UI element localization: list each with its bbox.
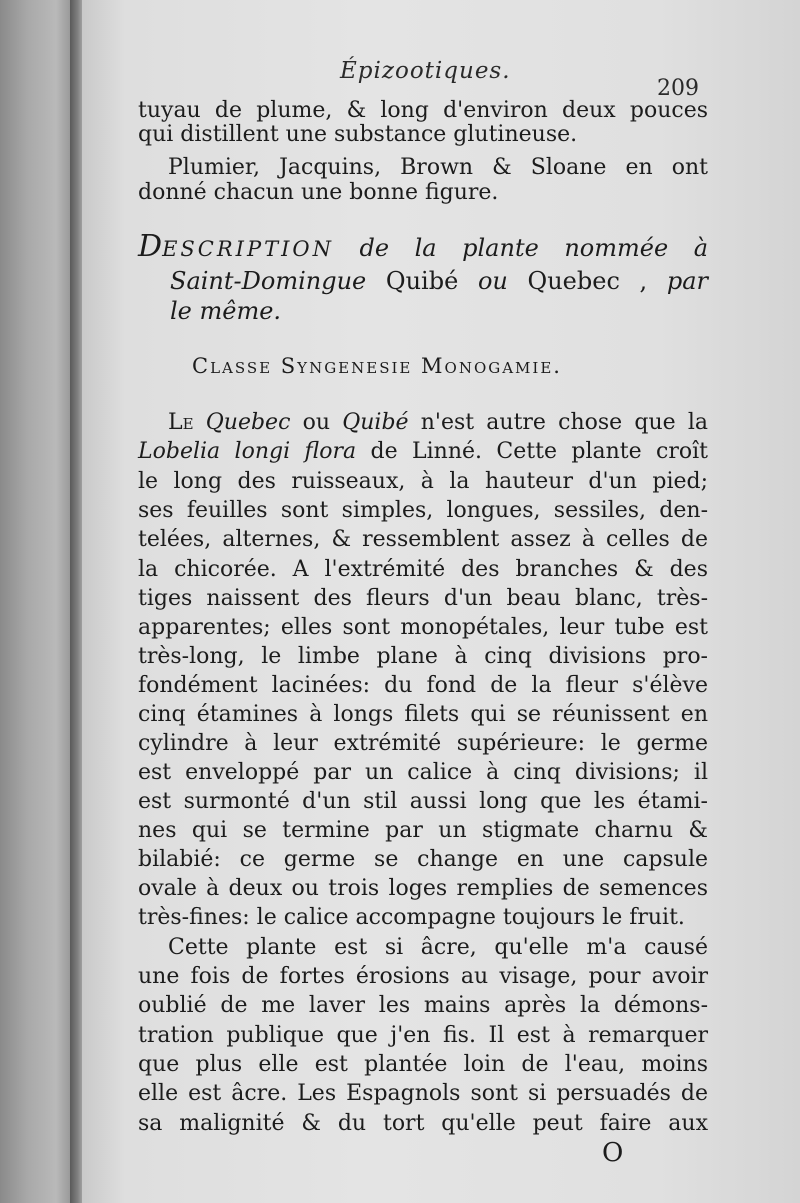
plant-name: Quibé [366,267,478,295]
text-line: ses feuilles sont simples, longues, sessiles, den- [138,498,708,523]
heading-word: ESCRIPTION [162,237,334,261]
text-line: sa malignité & du tort qu'elle peut faire aux [138,1111,708,1136]
book-page [82,0,800,1203]
place-name: Saint-Domingue [170,267,367,295]
plant-name: Quebec [205,410,291,435]
drop-initial: D [138,229,163,264]
latin-name: Lobelia longi flora [138,439,357,464]
text-line: que plus elle est plantée loin de l'eau, moins [138,1052,708,1077]
text-line: telées, alternes, & ressemblent assez à celles de [138,527,708,552]
text-line: nes qui se termine par un stigmate charnu & [138,818,708,843]
paragraph-second-line [138,437,708,467]
text-line: bilabié: ce germe se change en une capsule [138,847,708,872]
text-line: tuyau de plume, & long d'environ deux pouces [138,98,708,123]
text-line: la chicorée. A l'extrémité des branches & des [138,557,708,582]
paragraph-first-line [168,408,708,438]
running-head: Épizootiques. [340,58,511,84]
text-line: tration publique que j'en fis. Il est à remarquer [138,1023,708,1048]
book-gutter [70,0,82,1203]
text-line: elle est âcre. Les Espagnols sont si persuadés de [138,1081,708,1106]
heading-text: de la plante nommée à [333,234,708,262]
description-heading-line-2 [170,266,708,296]
text-line: très-fines: le calice accompagne toujours le fruit. [138,905,685,930]
description-heading-line-3: le même. [170,297,282,325]
description-heading-line-1 [138,229,708,264]
text-line: apparentes; elles sont monopétales, leur tube est [138,615,708,640]
text-line: oublié de me laver les mains après la démons- [138,993,708,1018]
plant-name-alt: Quebec , [507,267,667,295]
text-fragment: n'est autre chose que la [408,410,708,435]
page-number: 209 [657,76,699,101]
text-line: donné chacun une bonne figure. [138,180,499,205]
facing-page-edge [0,0,70,1203]
text-line: est enveloppé par un calice à cinq divisions; il [138,760,708,785]
text-line: Cette plante est si âcre, qu'elle m'a causé [168,935,708,960]
text-line: qui distillent une substance glutineuse. [138,122,578,147]
text-line: cylindre à leur extrémité supérieure: le germe [138,731,708,756]
text-line: tiges naissent des fleurs d'un beau blanc, très- [138,586,708,611]
text-line: Plumier, Jacquins, Brown & Sloane en ont [168,155,708,180]
class-heading: Classe Syngenesie Monogamie. [192,354,562,378]
conjunction: ou [477,267,508,295]
text-line: très-long, le limbe plane à cinq divisions pro- [138,644,708,669]
text-line: cinq étamines à longs filets qui se réunissent en [138,702,708,727]
text-line: le long des ruisseaux, à la hauteur d'un pied; [138,469,708,494]
text-line: est surmonté d'un stil aussi long que les étami- [138,789,708,814]
text-line: fondément lacinées: du fond de la fleur s'élève [138,673,708,698]
text-line: une fois de fortes érosions au visage, pour avoir [138,964,708,989]
plant-name: Quibé [342,410,409,435]
preposition: par [666,267,709,295]
catchword: O [602,1138,624,1168]
opening-word: Le [168,410,206,435]
text-line: ovale à deux ou trois loges remplies de semences [138,876,708,901]
page-header [82,58,800,101]
text-fragment: de Linné. Cette plante croît [356,439,709,464]
text-fragment: ou [290,410,343,435]
